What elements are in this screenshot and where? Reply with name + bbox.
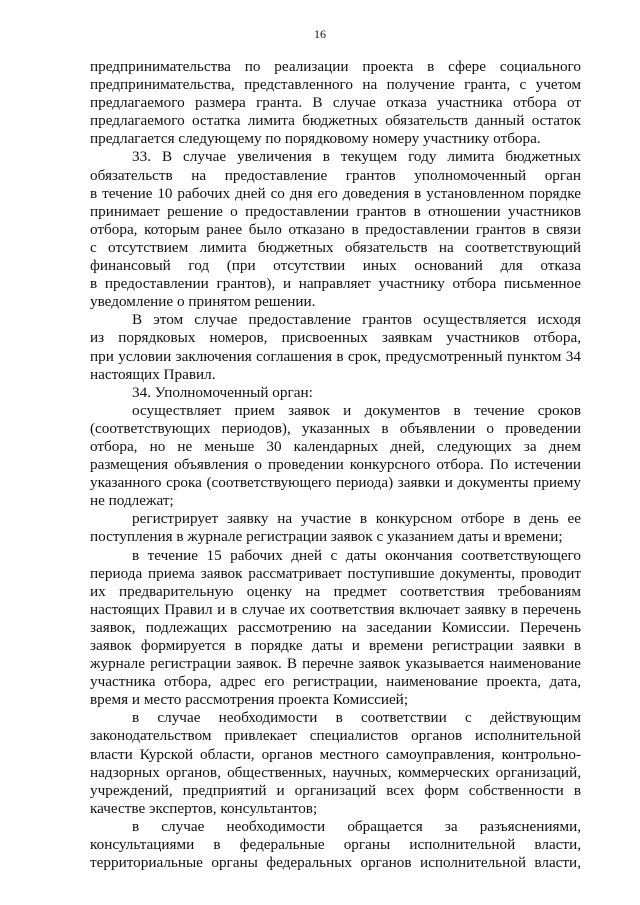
- text-line: власти Курской области, органов местного самоуправления, контрольно-: [90, 745, 581, 763]
- text-line: регистрирует заявку на участие в конкурсном отборе в день ее: [132, 510, 581, 528]
- text-line: В этом случае предоставление грантов осуществляется исходя: [132, 311, 581, 329]
- paragraph: [90, 510, 581, 546]
- text-line: в течение 10 рабочих дней со дня его доведения в установленном порядке: [90, 184, 581, 202]
- paragraph: [90, 384, 581, 402]
- text-line: предпринимательства по реализации проекта в сфере социального: [90, 58, 581, 75]
- text-line: в предоставлении грантов), и направляет участнику отбора письменное: [90, 275, 581, 293]
- text-line: отбора, но не меньше 30 календарных дней, следующих за днем: [90, 437, 581, 455]
- text-line: финансовый год (при отсутствии иных оснований для отказа: [90, 257, 581, 275]
- text-line: в случае необходимости в соответствии с действующим: [132, 709, 581, 727]
- text-line: учреждений, предприятий и организаций всех форм собственности в: [90, 781, 581, 799]
- text-line: предпринимательства, представленного на получение гранта, с учетом: [90, 76, 581, 94]
- page-number: 16: [314, 27, 326, 41]
- text-line: заявок формируется в порядке даты и времени регистрации заявки в: [90, 637, 581, 654]
- text-line: журнале регистрации заявок. В перечне заявок указывается наименование: [90, 655, 581, 673]
- text-line: размещения объявления о проведении конкурсного отбора. По истечении: [90, 456, 581, 474]
- text-line: участника отбора, адрес его регистрации, наименование проекта, дата,: [90, 673, 581, 691]
- paragraph: [90, 709, 581, 818]
- text-line: качестве экспертов, консультантов;: [90, 799, 318, 817]
- text-line: заявок, подлежащих рассмотрению на заседании Комиссии. Перечень: [90, 618, 581, 636]
- paragraph: [90, 311, 581, 383]
- text-line: осуществляет прием заявок и документов в течение сроков: [132, 401, 581, 419]
- text-line: законодательством привлекает специалистов органов исполнительной: [90, 727, 581, 745]
- text-line: территориальные органы федеральных органов исполнительной власти,: [90, 854, 581, 872]
- document-body: [90, 58, 581, 872]
- text-line: 33. В случае увеличения в текущем году лимита бюджетных: [132, 148, 581, 166]
- text-line: настоящих Правил.: [90, 365, 216, 383]
- paragraph: [90, 58, 581, 148]
- text-line: в случае необходимости обращается за разъяснениями,: [132, 817, 581, 835]
- text-line: (соответствующих периодов), указанных в объявлении о проведении: [90, 419, 581, 437]
- paragraph: [90, 547, 581, 710]
- text-line: их предварительную оценку на предмет соответствия требованиям: [90, 582, 581, 600]
- text-line: в течение 15 рабочих дней с даты окончания соответствующего: [132, 546, 581, 564]
- text-line: с отсутствием лимита бюджетных обязательств на соответствующий: [90, 238, 581, 256]
- text-line: надзорных органов, общественных, научных, коммерческих организаций,: [90, 763, 581, 781]
- text-line: периода приема заявок рассматривает поступившие документы, проводит: [90, 564, 581, 582]
- text-line: время и место рассмотрения проекта Комиссией;: [90, 691, 409, 709]
- paragraph: [90, 148, 581, 311]
- text-line: обязательств на предоставление грантов уполномоченный орган: [90, 166, 581, 184]
- text-line: не подлежат;: [90, 492, 174, 510]
- text-line: предлагаемого остатка лимита бюджетных обязательств данный остаток: [90, 112, 581, 130]
- text-line: при условии заключения соглашения в срок, предусмотренный пунктом 34: [90, 347, 581, 365]
- text-line: предлагается следующему по порядковому номеру участнику отбора.: [90, 130, 541, 148]
- text-line: настоящих Правил и в случае их соответствия включает заявку в перечень: [90, 600, 581, 618]
- text-line: предлагаемого размера гранта. В случае отказа участника отбора от: [90, 94, 581, 112]
- text-line: отбора, которым ранее было отказано в предоставлении грантов в связи: [90, 220, 581, 238]
- paragraph: [90, 818, 581, 872]
- text-line: указанного срока (соответствующего периода) заявки и документы приему: [90, 474, 581, 492]
- text-line: из порядковых номеров, присвоенных заявкам участников отбора,: [90, 329, 581, 347]
- text-line: уведомление о принятом решении.: [90, 293, 316, 311]
- text-line: 34. Уполномоченный орган:: [132, 383, 313, 401]
- text-line: поступления в журнале регистрации заявок с указанием даты и времени;: [90, 528, 563, 546]
- paragraph: [90, 402, 581, 511]
- text-line: принимает решение о предоставлении грантов в отношении участников: [90, 202, 581, 220]
- text-line: консультациями в федеральные органы исполнительной власти,: [90, 836, 581, 854]
